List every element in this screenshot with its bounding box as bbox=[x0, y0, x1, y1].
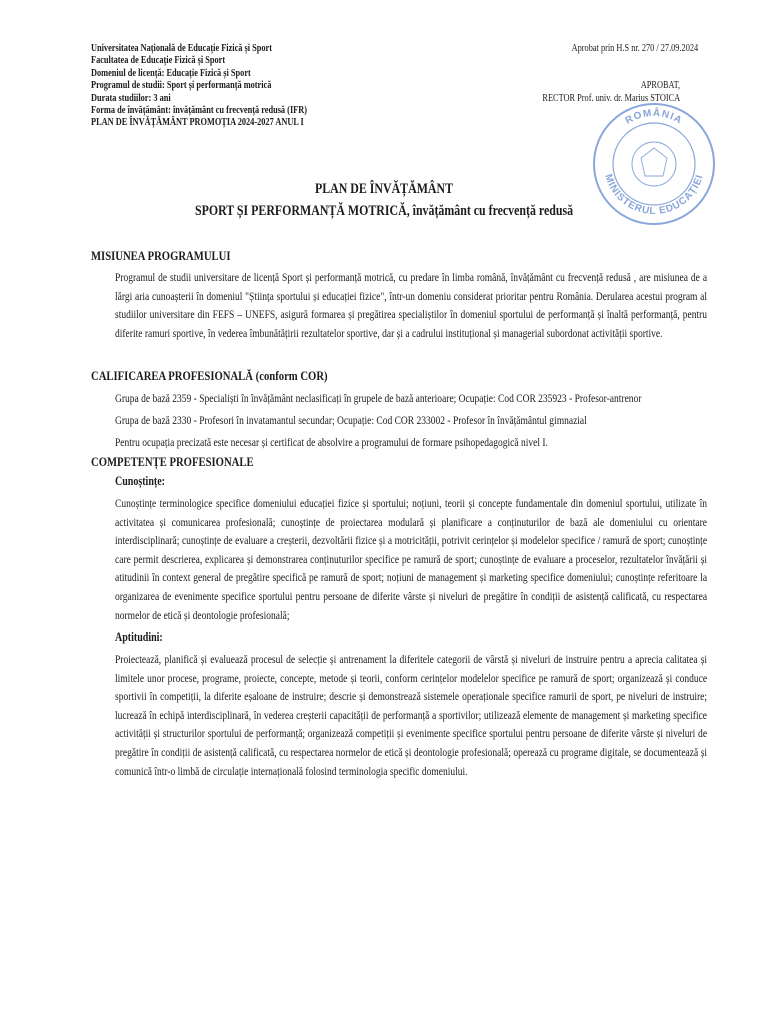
knowledge-text: Cunoștințe terminologice specifice domeniului educației fizice și sportului; noțiuni, teorii și concepte fundamentale din domeniul sportului, utilizate în activitatea și comunicarea profesională; cunoștințe de proiectarea modulară și planificare a conținuturilor de bază ale domeniului cu orientare interdisciplinară; cunoștințe de evaluare a creșterii, dezvoltării fizice și a motricității, potrivit cerințelor și modelelor specifice / ramură de sport; cunoștințe care permit descrierea, explicarea și demonstrarea conținuturilor specifice pe ramură de sport; cunoștințe de evaluare a proceselor, rezultatelor învățării și atitudinii în context general de pregătire specifică pe ramură de sport; noțiuni de management și marketing specifice domeniului; cunoștințe referitoare la organizarea de evenimente specifice sportului pentru persoane de diferite vârste și niveluri de pregătire în condiții de asistență calificată, cu respectarea normelor de etică și deontologie profesională; bbox=[115, 497, 708, 622]
rector-line: RECTOR Prof. univ. dr. Marius STOICA bbox=[542, 92, 680, 104]
stamp-top-text: ROMÂNIA bbox=[623, 107, 685, 127]
skills-text: Proiectează, planifică și evaluează procesul de selecție și antrenament la diferitele categorii de vârstă și niveluri de instruire pentru a aprecia calitatea și limitele unor procese, programe, proiecte, concepte, metode și teorii, conform cerințelor modelelor specifice pe ramură de sport; organizează și conduce sportivii în competiții, la diferite eșaloane de instruire; descrie și demonstrează sistemele operaționale specifice ramurii de sport, pe niveluri de instruire; lucrează în echipă interdisciplinară, în vederea creșterii capacității de performanță a sportivilor; utilizează elemente de management și marketing specifice activității și structurilor sportului de performanță; organizează competiții și evenimente specifice sportului pentru persoane de diferite vârste și niveluri de pregătire în condiții de asistență calificată, cu respectarea normelor de etică și deontologie profesională; operează cu programe digitale, se documentează și comunică într-o limbă de circulație internațională folosind terminologia specific domeniului. bbox=[115, 653, 708, 778]
competences-heading: COMPETENȚE PROFESIONALE bbox=[91, 454, 254, 469]
qualification-line: Grupa de bază 2330 - Profesori în invatamantul secundar; Ocupație: Cod COR 233002 - Profesor în învățământul gimnazial bbox=[115, 414, 587, 427]
header-university: Universitatea Națională de Educație Fizică și Sport bbox=[91, 43, 273, 54]
document-title bbox=[0, 178, 768, 222]
stamp-bottom-text: MINISTERUL EDUCAȚIEI bbox=[602, 172, 706, 218]
approved-label: APROBAT, bbox=[640, 80, 680, 91]
header-promotion: PLAN DE ÎNVĂȚĂMÂNT PROMOȚIA 2024-2027 ANUL I bbox=[91, 117, 304, 129]
knowledge-heading: Cunoștințe: bbox=[115, 474, 165, 488]
qualification-line: Pentru ocupația precizată este necesar și certificat de absolvire a programului de formare psihopedagogică nivel I. bbox=[115, 436, 548, 449]
header-program: Programul de studii: Sport și performanță motrică bbox=[91, 80, 272, 92]
title-line-2: SPORT ȘI PERFORMANȚĂ MOTRICĂ, învățământ cu frecvență redusă bbox=[194, 203, 574, 219]
approval-note: Aprobat prin H.S nr. 270 / 27.09.2024 bbox=[571, 43, 698, 54]
header-domain: Domeniul de licență: Educație Fizică și Sport bbox=[91, 67, 251, 79]
title-line-1: PLAN DE ÎNVĂȚĂMÂNT bbox=[314, 181, 454, 197]
institution-header bbox=[91, 43, 355, 130]
header-duration: Durata studiilor: 3 ani bbox=[91, 92, 171, 104]
header-form: Forma de învățământ: învățământ cu frecvență redusă (IFR) bbox=[91, 105, 308, 117]
qualification-line: Grupa de bază 2359 - Specialiști în învățământ neclasificați în grupele de bază anterioare; Ocupație: Cod COR 235923 - Profesor-antrenor bbox=[115, 392, 642, 405]
header-faculty: Facultatea de Educație Fizică și Sport bbox=[91, 55, 226, 67]
qualification-heading: CALIFICAREA PROFESIONALĂ (conform COR) bbox=[91, 368, 328, 383]
mission-heading: MISIUNEA PROGRAMULUI bbox=[91, 248, 231, 263]
skills-heading: Aptitudini: bbox=[115, 630, 163, 644]
mission-text: Programul de studii universitare de licență Sport și performanță motrică, cu predare în limba română, învățământ cu frecvență redusă , are misiunea de a lărgi aria cunoașterii în domeniul "Știința sportului și educației fizice", într-un domeniu considerat prioritar pentru România. Derularea acestui program al studiilor universitare din FEFS – UNEFS, asigură formarea și pregătirea specialiștilor în domeniul sportului de performanță și înaltă performanță, pentru diferite ramuri sportive, în vederea îmbunătățirii rezultatelor sportive, dar și a cadrului instituțional și managerial subordonat activității sportive. bbox=[115, 271, 708, 340]
